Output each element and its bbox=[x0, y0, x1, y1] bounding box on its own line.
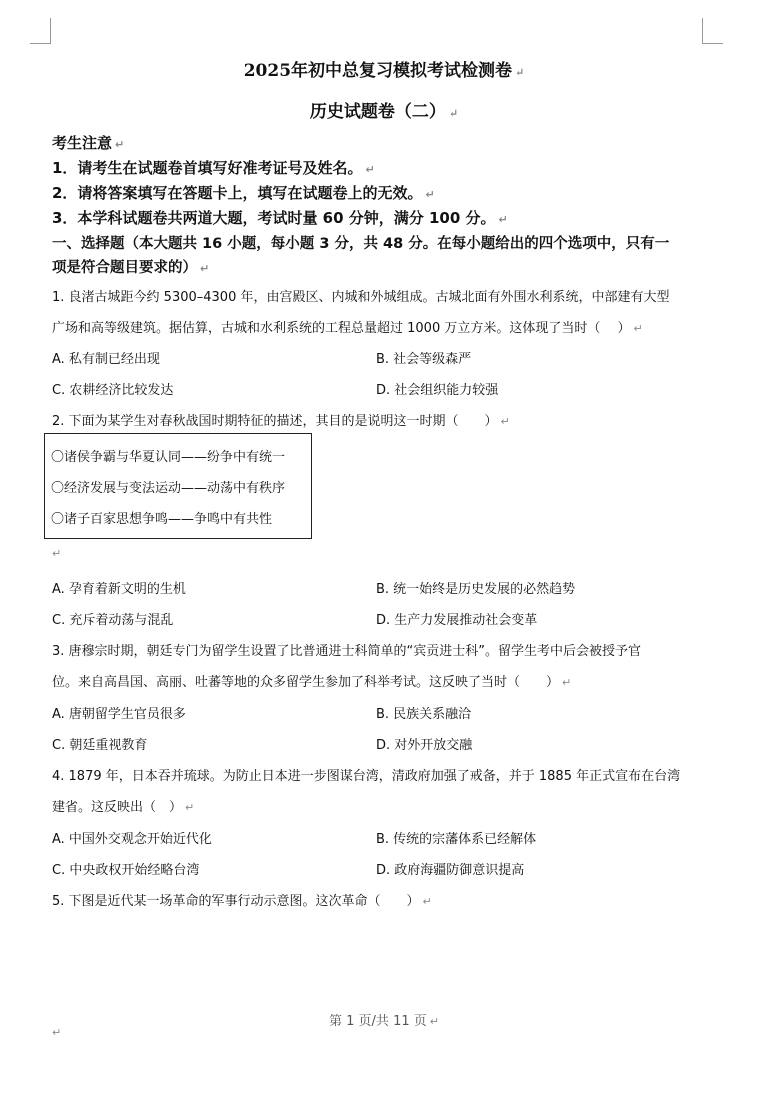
q3-option-c: C. 朝廷重视教育 bbox=[52, 738, 148, 753]
paragraph-mark: ↵ bbox=[515, 66, 525, 79]
q2-box-line-3: 〇诸子百家思想争鸣——争鸣中有共性 bbox=[51, 512, 273, 527]
question-1-line2: 广场和高等级建筑。据估算，古城和水利系统的工程总量超过 1000 万立方米。这体现了当时（ ） ↵ bbox=[52, 321, 643, 336]
q4-option-a: A. 中国外交观念开始近代化 bbox=[52, 832, 212, 847]
q4-option-c: C. 中央政权开始经略台湾 bbox=[52, 863, 200, 878]
notice-heading: 考生注意 ↵ bbox=[52, 134, 125, 152]
paragraph-mark: ↵ bbox=[52, 547, 62, 560]
section-heading-line2: 项是符合题目要求的） ↵ bbox=[52, 260, 210, 276]
crop-mark-top-left bbox=[30, 18, 51, 44]
q2-box-line-1: 〇诸侯争霸与华夏认同——纷争中有统一 bbox=[51, 450, 286, 465]
q1-option-c: C. 农耕经济比较发达 bbox=[52, 383, 174, 398]
q1-option-d: D. 社会组织能力较强 bbox=[376, 383, 499, 398]
q2-option-c: C. 充斥着动荡与混乱 bbox=[52, 613, 174, 628]
notice-item-3: 3．本学科试题卷共两道大题，考试时量 60 分钟，满分 100 分。 ↵ bbox=[52, 209, 508, 227]
q4-option-b: B. 传统的宗藩体系已经解体 bbox=[376, 832, 537, 847]
q1-option-a: A. 私有制已经出现 bbox=[52, 352, 160, 367]
q3-option-d: D. 对外开放交融 bbox=[376, 738, 473, 753]
question-4-line2: 建省。这反映出（ ） ↵ bbox=[52, 800, 195, 815]
question-5-line1: 5. 下图是近代某一场革命的军事行动示意图。这次革命（ ） ↵ bbox=[52, 894, 432, 909]
notice-item-1: 1．请考生在试题卷首填写好准考证号及姓名。 ↵ bbox=[52, 159, 375, 177]
exam-title: 2025年初中总复习模拟考试检测卷 ↵ bbox=[243, 61, 525, 81]
page-footer: 第 1 页/共 11 页 ↵ bbox=[329, 1014, 439, 1029]
crop-mark-top-right bbox=[702, 18, 723, 44]
q3-option-a: A. 唐朝留学生官员很多 bbox=[52, 707, 186, 722]
q2-box-line-2: 〇经济发展与变法运动——动荡中有秩序 bbox=[51, 481, 286, 496]
paragraph-mark: ↵ bbox=[448, 107, 459, 120]
q3-option-b: B. 民族关系融洽 bbox=[376, 707, 472, 722]
q2-option-a: A. 孕育着新文明的生机 bbox=[52, 582, 186, 597]
exam-subtitle: 历史试题卷（二） ↵ bbox=[309, 102, 459, 122]
question-1-line1: 1. 良渚古城距今约 5300–4300 年，由宫殿区、内城和外城组成。古城北面有外围水利系统，中部建有大型 bbox=[52, 290, 670, 305]
q1-option-b: B. 社会等级森严 bbox=[376, 352, 472, 367]
notice-item-2: 2．请将答案填写在答题卡上，填写在试题卷上的无效。 ↵ bbox=[52, 184, 435, 202]
paragraph-mark: ↵ bbox=[52, 1026, 62, 1039]
question-3-line1: 3. 唐穆宗时期，朝廷专门为留学生设置了比普通进士科简单的“宾贡进士科”。留学生考中后会被授予官 bbox=[52, 644, 642, 659]
q2-option-b: B. 统一始终是历史发展的必然趋势 bbox=[376, 582, 576, 597]
q2-option-d: D. 生产力发展推动社会变革 bbox=[376, 613, 538, 628]
q4-option-d: D. 政府海疆防御意识提高 bbox=[376, 863, 525, 878]
section-heading-line1: 一、选择题（本大题共 16 小题，每小题 3 分，共 48 分。在每小题给出的四个选项中，只有一 bbox=[52, 236, 670, 252]
question-3-line2: 位。来自高昌国、高丽、吐蕃等地的众多留学生参加了科举考试。这反映了当时（ ） ↵ bbox=[52, 675, 572, 690]
q2-material-box bbox=[44, 433, 312, 539]
question-4-line1: 4. 1879 年，日本吞并琉球。为防止日本进一步图谋台湾，清政府加强了戒备，并于 1885 年正式宣布在台湾 bbox=[52, 769, 681, 784]
question-2-line1: 2. 下面为某学生对春秋战国时期特征的描述，其目的是说明这一时期（ ） ↵ bbox=[52, 414, 510, 429]
